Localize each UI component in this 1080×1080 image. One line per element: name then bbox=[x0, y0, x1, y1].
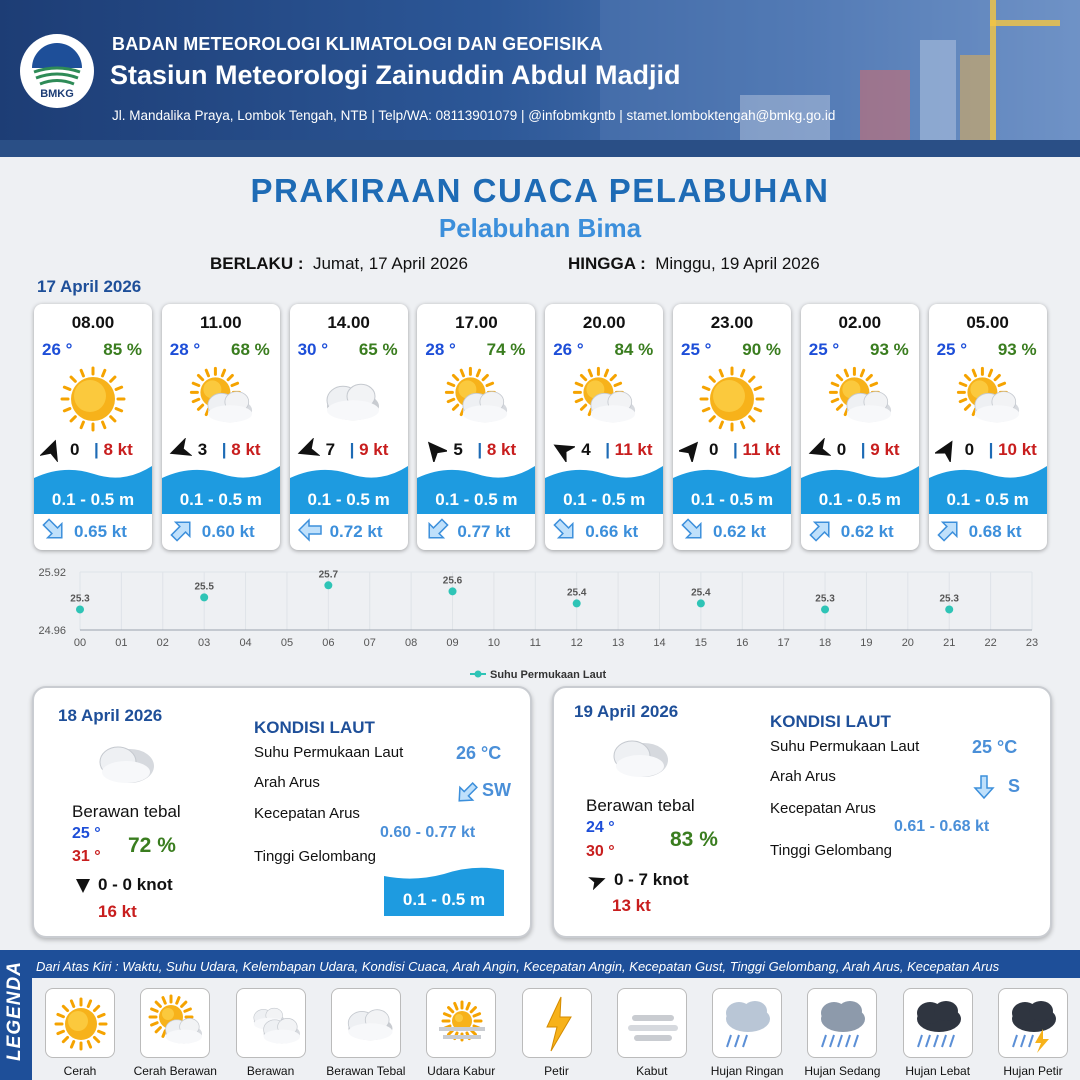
day2-wave-label: Tinggi Gelombang bbox=[254, 848, 377, 865]
x-tick-label: 02 bbox=[156, 637, 169, 649]
hujan-ringan-icon bbox=[712, 988, 782, 1058]
data-label: 25.5 bbox=[194, 581, 214, 593]
wind-direction-icon bbox=[807, 438, 831, 462]
valid-to-value: Minggu, 19 April 2026 bbox=[655, 254, 820, 273]
wind-arrow-icon bbox=[74, 876, 92, 894]
hour-humidity: 65 % bbox=[358, 340, 398, 359]
wind-direction-icon bbox=[40, 438, 64, 462]
x-tick-label: 03 bbox=[198, 637, 211, 649]
hour-time: 08.00 bbox=[71, 313, 115, 332]
legend-item-label: Berawan Tebal bbox=[326, 1064, 406, 1078]
day2-current-dir-label: Arah Arus bbox=[254, 774, 320, 791]
legend-item-label: Hujan Ringan bbox=[710, 1064, 784, 1078]
hour-card bbox=[929, 304, 1047, 550]
current-direction-icon bbox=[809, 518, 833, 542]
x-tick-label: 14 bbox=[653, 637, 666, 649]
hour-card bbox=[34, 304, 152, 550]
berawan-tebal-icon bbox=[94, 738, 158, 788]
current-arrow-icon bbox=[972, 774, 996, 800]
berawan-tebal-icon bbox=[331, 988, 401, 1058]
x-tick-label: 19 bbox=[860, 637, 873, 649]
data-point bbox=[697, 599, 705, 607]
hujan-petir-icon bbox=[998, 988, 1068, 1058]
hour-humidity: 74 % bbox=[486, 340, 526, 359]
legend-item-label: Kabut bbox=[636, 1064, 668, 1078]
berawan-tebal-icon bbox=[314, 366, 384, 432]
legend-item-label: Udara Kabur bbox=[427, 1064, 496, 1078]
wind-direction-icon bbox=[423, 438, 447, 462]
hujan-lebat-icon bbox=[903, 988, 973, 1058]
x-tick-label: 01 bbox=[115, 637, 128, 649]
x-tick-label: 10 bbox=[487, 637, 501, 649]
day3-current-dir-label: Arah Arus bbox=[770, 768, 836, 785]
kabut-icon bbox=[617, 988, 687, 1058]
day2-wave: 0.1 - 0.5 m bbox=[402, 890, 486, 909]
x-tick-label: 05 bbox=[280, 637, 294, 649]
day3-temp-max: 30 ° bbox=[586, 843, 615, 860]
current-arrow-icon bbox=[454, 780, 480, 806]
x-tick-label: 23 bbox=[1025, 637, 1039, 649]
data-point bbox=[76, 605, 84, 613]
wind-direction-icon bbox=[168, 438, 192, 462]
current-direction-icon bbox=[170, 518, 194, 542]
cerah-icon bbox=[697, 366, 767, 432]
wave-height: 0.1 - 0.5 m bbox=[51, 490, 135, 509]
hour-time: 17.00 bbox=[455, 313, 498, 332]
wind-speed: 0 bbox=[709, 440, 719, 459]
day3-temp-min: 24 ° bbox=[586, 819, 615, 836]
hour-humidity: 90 % bbox=[742, 340, 781, 359]
wave-height: 0.1 - 0.5 m bbox=[435, 490, 518, 509]
x-tick-label: 00 bbox=[73, 637, 87, 649]
hour-temp: 28 ° bbox=[425, 340, 456, 359]
station-name: Stasiun Meteorologi Zainuddin Abdul Madjid bbox=[110, 60, 681, 90]
hour-card bbox=[801, 304, 919, 550]
valid-from bbox=[210, 254, 468, 274]
valid-to bbox=[568, 254, 820, 274]
cerah-berawan-icon bbox=[569, 366, 639, 432]
current-direction-icon bbox=[42, 518, 66, 542]
x-tick-label: 22 bbox=[984, 637, 997, 649]
day2-sea-title: KONDISI LAUT bbox=[254, 718, 375, 737]
day3-gust: 13 kt bbox=[612, 896, 651, 915]
day2-gust: 16 kt bbox=[98, 902, 137, 921]
hour-humidity: 93 % bbox=[997, 340, 1037, 359]
day2-condition: Berawan tebal bbox=[72, 802, 181, 821]
gust-speed: | 8 kt bbox=[221, 440, 261, 459]
day2-wind: 0 - 0 knot bbox=[98, 875, 173, 894]
cerah-berawan-icon bbox=[953, 366, 1023, 432]
x-tick-label: 04 bbox=[239, 637, 252, 649]
gust-speed: | 11 kt bbox=[733, 440, 781, 459]
hour-time: 05.00 bbox=[966, 313, 1009, 332]
gust-speed: | 8 kt bbox=[94, 440, 133, 459]
data-point bbox=[449, 587, 457, 595]
x-tick-label: 13 bbox=[611, 637, 625, 649]
data-point bbox=[821, 605, 829, 613]
legend-item-label: Berawan bbox=[246, 1064, 295, 1078]
wave-height: 0.1 - 0.5 m bbox=[563, 490, 646, 509]
gust-speed: | 9 kt bbox=[349, 440, 389, 459]
wind-speed: 7 bbox=[325, 440, 336, 459]
header-banner bbox=[0, 0, 1080, 157]
data-label: 25.3 bbox=[815, 593, 835, 605]
cerah-berawan-icon bbox=[441, 366, 511, 432]
cerah-berawan-icon bbox=[825, 366, 895, 432]
hour-card bbox=[673, 304, 791, 550]
current-direction-icon bbox=[681, 518, 705, 542]
hour-time: 14.00 bbox=[327, 313, 370, 332]
hour-time: 23.00 bbox=[710, 313, 754, 332]
data-label: 25.6 bbox=[442, 575, 463, 587]
wind-speed: 0 bbox=[70, 440, 80, 459]
legend-item-label: Hujan Petir bbox=[1003, 1064, 1063, 1078]
current-direction-icon bbox=[937, 518, 961, 542]
petir-icon bbox=[522, 988, 592, 1058]
gust-speed: | 9 kt bbox=[860, 440, 900, 459]
day3-condition: Berawan tebal bbox=[586, 796, 695, 815]
berawan-icon bbox=[236, 988, 306, 1058]
current-speed: 0.65 kt bbox=[74, 522, 127, 541]
wind-speed: 3 bbox=[197, 440, 208, 459]
day3-panel bbox=[552, 686, 1052, 938]
hour-humidity: 85 % bbox=[103, 340, 142, 359]
hour-temp: 25 ° bbox=[681, 340, 712, 359]
current-direction-icon bbox=[425, 518, 449, 542]
sst-chart bbox=[30, 562, 1050, 682]
x-tick-label: 17 bbox=[777, 637, 790, 649]
day3-current-dir: S bbox=[1008, 776, 1021, 796]
day3-wind: 0 - 7 knot bbox=[614, 870, 689, 889]
current-speed: 0.62 kt bbox=[713, 522, 766, 541]
x-tick-label: 09 bbox=[446, 637, 459, 649]
day2-temp-min: 25 ° bbox=[72, 825, 101, 842]
valid-from-value: Jumat, 17 April 2026 bbox=[312, 254, 468, 273]
data-point bbox=[945, 605, 953, 613]
y-tick-label: 24.96 bbox=[38, 625, 66, 637]
wave-height: 0.1 - 0.5 m bbox=[307, 490, 390, 509]
x-tick-label: 18 bbox=[818, 637, 832, 649]
cerah-berawan-icon bbox=[140, 988, 210, 1058]
data-label: 25.4 bbox=[566, 587, 587, 599]
x-tick-label: 12 bbox=[570, 637, 583, 649]
bmkg-logo bbox=[20, 34, 94, 108]
legend-item-label: Hujan Sedang bbox=[804, 1064, 881, 1078]
legend-marker bbox=[475, 671, 482, 678]
day2-temp-max: 31 ° bbox=[72, 848, 101, 865]
day3-humidity: 83 % bbox=[670, 828, 718, 851]
day3-current-speed: 0.61 - 0.68 kt bbox=[894, 818, 990, 835]
current-speed: 0.60 kt bbox=[201, 522, 255, 541]
port-name: Pelabuhan Bima bbox=[438, 213, 642, 243]
wind-direction-icon bbox=[296, 438, 320, 462]
data-point bbox=[200, 593, 208, 601]
hour-temp: 30 ° bbox=[297, 340, 329, 359]
wind-speed: 0 bbox=[964, 440, 975, 459]
current-speed: 0.68 kt bbox=[968, 522, 1022, 541]
udara-kabur-icon bbox=[426, 988, 496, 1058]
wind-speed: 5 bbox=[453, 440, 463, 459]
legend-item-label: Petir bbox=[544, 1064, 569, 1078]
hour-card bbox=[417, 304, 535, 550]
hour-temp: 26 ° bbox=[42, 340, 73, 359]
valid-from-label: BERLAKU : bbox=[210, 254, 304, 273]
day1-date: 17 April 2026 bbox=[37, 277, 142, 296]
wind-speed: 0 bbox=[836, 440, 847, 459]
wind-direction-icon bbox=[679, 438, 703, 462]
legend-label: Suhu Permukaan Laut bbox=[490, 669, 607, 681]
data-label: 25.3 bbox=[939, 593, 959, 605]
hour-card bbox=[545, 304, 663, 550]
day2-sst-label: Suhu Permukaan Laut bbox=[254, 744, 404, 761]
current-direction-icon bbox=[553, 518, 577, 542]
day3-wave-label: Tinggi Gelombang bbox=[770, 842, 893, 859]
current-speed: 0.72 kt bbox=[329, 522, 383, 541]
x-tick-label: 16 bbox=[736, 637, 749, 649]
data-point bbox=[573, 599, 581, 607]
day3-sea-title: KONDISI LAUT bbox=[770, 712, 891, 731]
current-speed: 0.66 kt bbox=[585, 522, 639, 541]
agency-name: BADAN METEOROLOGI KLIMATOLOGI DAN GEOFISIKA bbox=[112, 34, 603, 54]
hour-temp: 26 ° bbox=[553, 340, 584, 359]
legend-item-label: Hujan Lebat bbox=[905, 1064, 971, 1078]
day2-sst: 26 °C bbox=[456, 743, 502, 763]
station-address: Jl. Mandalika Praya, Lombok Tengah, NTB | Telp/WA: 08113901079 | @infobmkgntb | stamet.lomboktengah@bmkg.go.id bbox=[112, 108, 836, 123]
day2-current-dir: SW bbox=[482, 780, 511, 800]
logo-text: BMKG bbox=[40, 88, 74, 100]
hour-temp: 25 ° bbox=[808, 340, 840, 359]
legend-description: Dari Atas Kiri : Waktu, Suhu Udara, Kelembapan Udara, Kondisi Cuaca, Arah Angin, Kecepatan Angin, Kecepatan Gust, Tinggi Gelombang, Arah Arus, Kecepatan Arus bbox=[36, 959, 1000, 974]
legend-item-label: Cerah bbox=[63, 1064, 97, 1078]
hujan-sedang-icon bbox=[807, 988, 877, 1058]
day3-date: 19 April 2026 bbox=[574, 702, 679, 721]
wave-height: 0.1 - 0.5 m bbox=[179, 490, 262, 509]
day3-sst-label: Suhu Permukaan Laut bbox=[770, 738, 920, 755]
x-tick-label: 11 bbox=[529, 637, 542, 649]
current-speed: 0.77 kt bbox=[457, 522, 511, 541]
day2-panel bbox=[32, 686, 532, 938]
hour-humidity: 84 % bbox=[614, 340, 654, 359]
day2-current-speed-label: Kecepatan Arus bbox=[254, 805, 360, 822]
wave-height: 0.1 - 0.5 m bbox=[946, 490, 1029, 509]
wind-arrow-icon bbox=[588, 872, 608, 890]
data-label: 25.7 bbox=[318, 569, 339, 581]
hour-time: 11.00 bbox=[199, 313, 242, 332]
x-tick-label: 06 bbox=[322, 637, 335, 649]
wind-direction-icon bbox=[551, 438, 575, 462]
hour-card bbox=[290, 304, 408, 550]
hour-time: 20.00 bbox=[582, 313, 626, 332]
current-speed: 0.62 kt bbox=[840, 522, 894, 541]
valid-to-label: HINGGA : bbox=[568, 254, 646, 273]
wave-height: 0.1 - 0.5 m bbox=[818, 490, 901, 509]
hour-humidity: 68 % bbox=[231, 340, 270, 359]
gust-speed: | 11 kt bbox=[605, 440, 653, 459]
cerah-icon bbox=[45, 988, 115, 1058]
hour-humidity: 93 % bbox=[870, 340, 909, 359]
x-tick-label: 21 bbox=[943, 637, 956, 649]
data-label: 25.3 bbox=[70, 593, 90, 605]
y-tick-label: 25.92 bbox=[38, 567, 66, 579]
legend-title: LEGENDA bbox=[4, 961, 25, 1061]
cerah-icon bbox=[58, 366, 128, 432]
x-tick-label: 15 bbox=[694, 637, 707, 649]
day3-current-speed-label: Kecepatan Arus bbox=[770, 800, 876, 817]
wind-speed: 4 bbox=[581, 440, 591, 459]
x-tick-label: 08 bbox=[405, 637, 418, 649]
hour-time: 02.00 bbox=[838, 313, 882, 332]
wave-height: 0.1 - 0.5 m bbox=[690, 490, 774, 509]
wind-direction-icon bbox=[935, 438, 959, 462]
page-title: PRAKIRAAN CUACA PELABUHAN bbox=[250, 172, 830, 209]
legend-item-label: Cerah Berawan bbox=[133, 1064, 217, 1078]
berawan-tebal-icon bbox=[608, 732, 672, 782]
hour-card bbox=[162, 304, 280, 550]
data-label: 25.4 bbox=[691, 587, 711, 599]
data-point bbox=[324, 581, 332, 589]
x-tick-label: 07 bbox=[363, 637, 376, 649]
x-tick-label: 20 bbox=[901, 637, 914, 649]
day2-current-speed: 0.60 - 0.77 kt bbox=[380, 824, 476, 841]
current-direction-icon bbox=[298, 518, 322, 542]
cerah-berawan-icon bbox=[186, 366, 256, 432]
hour-temp: 28 ° bbox=[169, 340, 201, 359]
gust-speed: | 8 kt bbox=[477, 440, 517, 459]
day3-sst: 25 °C bbox=[972, 737, 1018, 757]
day2-date: 18 April 2026 bbox=[58, 706, 163, 725]
gust-speed: | 10 kt bbox=[988, 440, 1037, 459]
hour-temp: 25 ° bbox=[936, 340, 968, 359]
day2-humidity: 72 % bbox=[128, 834, 176, 857]
